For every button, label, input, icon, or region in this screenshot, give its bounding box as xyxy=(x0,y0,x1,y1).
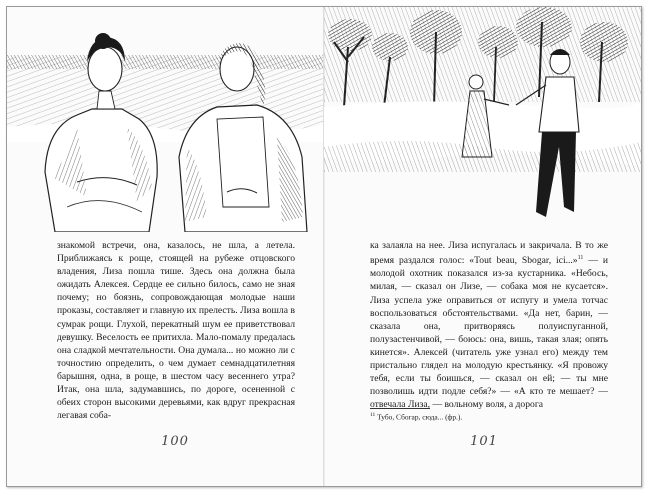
text-line xyxy=(370,239,608,411)
footnote xyxy=(370,412,608,421)
footnote-text: Тубо, Сбогар, сюда... (фр.). xyxy=(377,412,463,422)
illustration-two-women xyxy=(7,7,324,232)
page-number: 101 xyxy=(470,434,498,449)
text-segment: — и молодой охотник показался из-за кустарника. «Небось, милая, — сказал он Лизе, — собака моя не кусается». Лиза успела уже оправиться от испугу и умела тотчас воспользоваться обстоятельствами. «Да нет, барин, — сказала она, притворяясь полуиспуганной, полузастенчивой, — боюсь: она, вишь, такая злая; опять кинется». Алексей (читатель уже узнал его) между тем пристально глядел на молодую крестьянку. «Я провожу тебя, если ты боишься, — сказал он ей; — ты мне позволишь идти подле себя?» — «А кто те мешает? — отвечала Лиза, — вольному воля, а дорога xyxy=(370,255,608,411)
illustration-hunter-and-girl xyxy=(324,7,641,232)
text-segment: ка залаяла на нее. Лиза испугалась и закричала. В то же время раздался голос: «Tout beau, Sbogar, ici...» xyxy=(370,240,608,267)
footnote-marker: 11 xyxy=(370,412,376,418)
footnote-rule xyxy=(370,408,430,409)
right-page xyxy=(324,7,641,486)
footnote-ref: 11 xyxy=(577,255,584,262)
right-page-text xyxy=(370,239,608,411)
book-spread xyxy=(6,6,642,487)
left-page xyxy=(7,7,324,486)
page-number: 100 xyxy=(161,434,189,449)
left-page-text xyxy=(57,239,295,422)
text-line: знакомой встречи, она, казалось, не шла, а летела. Приближаясь к роще, стоящей на рубеже отцовского владения, Лиза пошла тише. Здесь она должна была ожидать Алексея. Сердце ее сильно билось, само не зная почему; но боязнь, сопровождающая молодые наши проказы, составляет и главную их прелесть. Лиза вошла в сумрак рощи. Глухой, перекатный шум ее приветствовал девушку. Веселость ее притихла. Мало-помалу предалась она сладкой мечтательности. Она думала... но можно ли с точностию определить, о чем думает семнадцатилетняя барышня, одна, в роще, в шестом часу весеннего утра? Итак, она шла, задумавшись, по дороге, осененной с обеих сторон высокими деревьями, как вдруг прекрасная легавая соба- xyxy=(57,240,295,422)
